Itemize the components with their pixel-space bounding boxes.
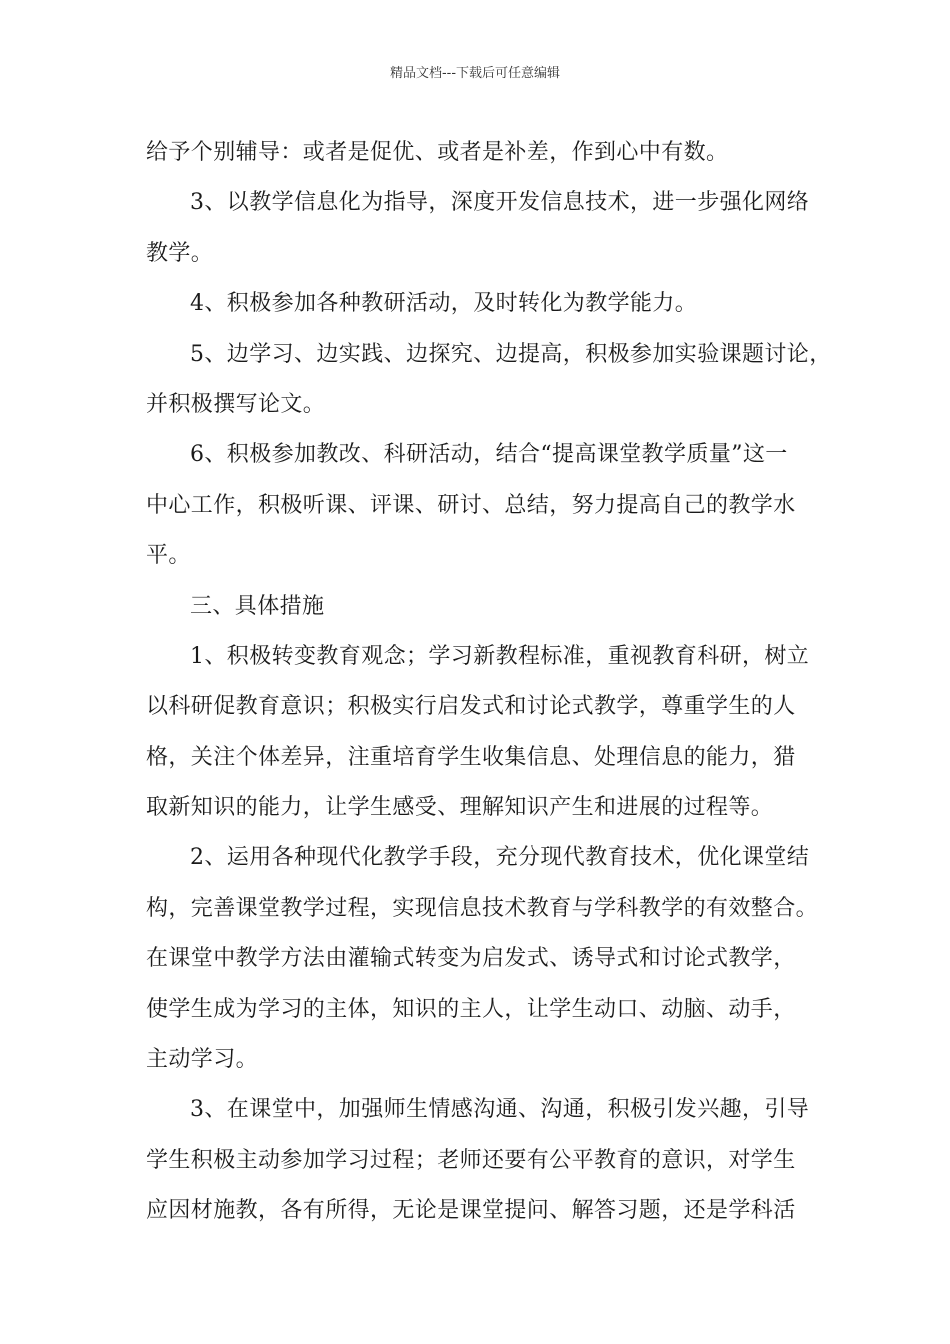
text-line: 3、在课堂中，加强师生情感沟通、沟通，积极引发兴趣，引导 — [190, 1097, 810, 1123]
text-line: 在课堂中教学方法由灌输式转变为启发式、诱导式和讨论式教学， — [146, 946, 796, 972]
text-line: 给予个别辅导：或者是促优、或者是补差，作到心中有数。 — [146, 140, 729, 165]
text-line: 中心工作，积极听课、评课、研讨、总结，努力提高自己的教学水 — [146, 492, 796, 518]
text-line: 6、积极参加教改、科研活动，结合“提高课堂教学质量”这一 — [190, 442, 788, 468]
text-line: 4、积极参加各种教研活动，及时转化为教学能力。 — [190, 291, 698, 317]
page-header: 精品文档---下载后可任意编辑 — [389, 66, 561, 81]
text-line: 学生积极主动参加学习过程；老师还要有公平教育的意识，对学生 — [146, 1147, 796, 1173]
text-line: 并积极撰写论文。 — [146, 391, 326, 417]
text-line: 构，完善课堂教学过程，实现信息技术教育与学科教学的有效整合。 — [146, 895, 819, 921]
section-heading: 三、具体措施 — [190, 593, 325, 619]
text-line: 以科研促教育意识；积极实行启发式和讨论式教学，尊重学生的人 — [146, 694, 796, 720]
document-body — [146, 128, 832, 1237]
text-line: 1、积极转变教育观念；学习新教程标准，重视教育科研，树立 — [190, 643, 810, 669]
text-line: 使学生成为学习的主体，知识的主人，让学生动口、动脑、动手， — [146, 996, 796, 1022]
text-line: 5、边学习、边实践、边探究、边提高，积极参加实验课题讨论， — [190, 341, 832, 367]
text-line: 格，关注个体差异，注重培育学生收集信息、处理信息的能力，猎 — [146, 744, 796, 770]
text-line: 主动学习。 — [146, 1047, 259, 1073]
text-line: 3、以教学信息化为指导，深度开发信息技术，进一步强化网络 — [190, 190, 810, 216]
text-line: 平。 — [146, 543, 191, 569]
text-line: 教学。 — [146, 240, 214, 266]
text-line: 取新知识的能力，让学生感受、理解知识产生和进展的过程等。 — [146, 795, 774, 821]
text-line: 应因材施教，各有所得，无论是课堂提问、解答习题，还是学科活 — [146, 1198, 796, 1224]
text-line: 2、运用各种现代化教学手段，充分现代教育技术，优化课堂结 — [190, 845, 810, 871]
